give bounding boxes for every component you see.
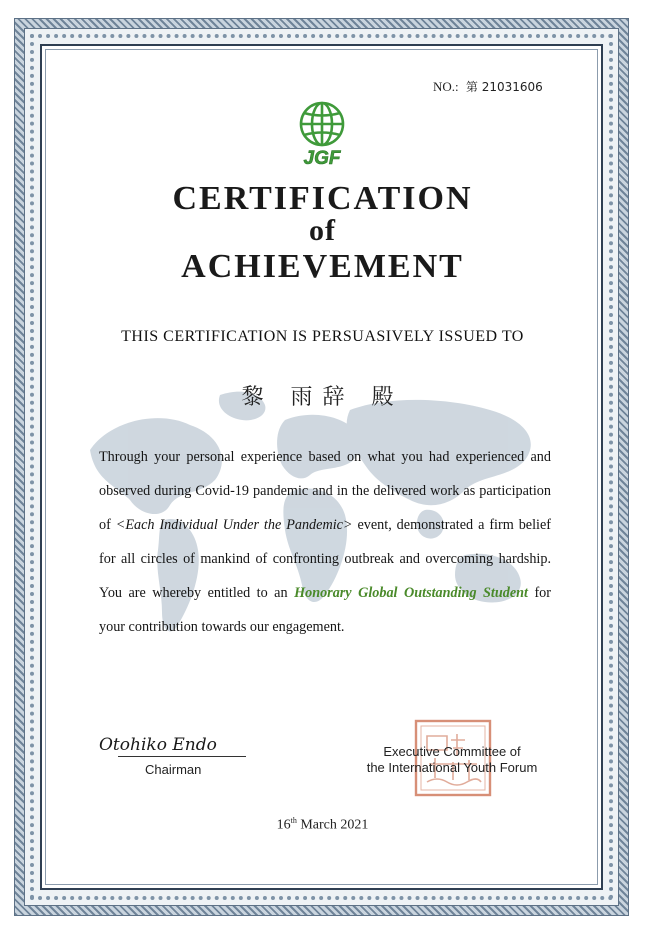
body-part-2: event, demonstrated a firm belief for all circles of mankind of confronting outbreak and overcoming hardship. You are whereby entitled to an (99, 517, 551, 601)
certificate-body-text (99, 440, 551, 644)
signature-line (118, 756, 246, 757)
title-of: of (309, 214, 336, 247)
title-achievement: ACHIEVEMENT (181, 248, 464, 285)
date-rest: March 2021 (296, 817, 369, 833)
date-day: 16 (276, 817, 291, 833)
certificate-number (433, 78, 543, 95)
logo-text: JGF (303, 148, 341, 169)
issuer-line-1: Executive Committee of (383, 744, 521, 759)
issuer-line-2: the International Youth Forum (366, 760, 538, 775)
date-suffix: th (290, 816, 297, 825)
chairman-signature (95, 728, 255, 764)
body-part-3: for your contribution towards our engagement. (99, 585, 551, 635)
recipient-name: 黎 雨辞 殿 (241, 385, 404, 410)
issuing-organization (352, 744, 552, 776)
jgf-globe-logo (290, 100, 354, 170)
signature-handwriting: Otohiko Endo (99, 735, 217, 755)
event-name: <Each Individual Under the Pandemic> (115, 517, 353, 533)
signatory-role: Chairman (145, 762, 202, 777)
issued-to-heading: THIS CERTIFICATION IS PERSUASIVELY ISSUED TO (121, 328, 524, 345)
issue-date (0, 816, 645, 834)
title-certification: CERTIFICATION (172, 180, 473, 217)
certificate-number-value: 第 21031606 (465, 80, 543, 94)
honor-title: Honorary Global Outstanding Student (294, 585, 528, 601)
certificate-number-label: NO.: (433, 79, 459, 94)
body-part-1: Through your personal experience based on what you had experienced and observed during Covid-19 pandemic and in the delivered work as participation of (99, 449, 551, 533)
